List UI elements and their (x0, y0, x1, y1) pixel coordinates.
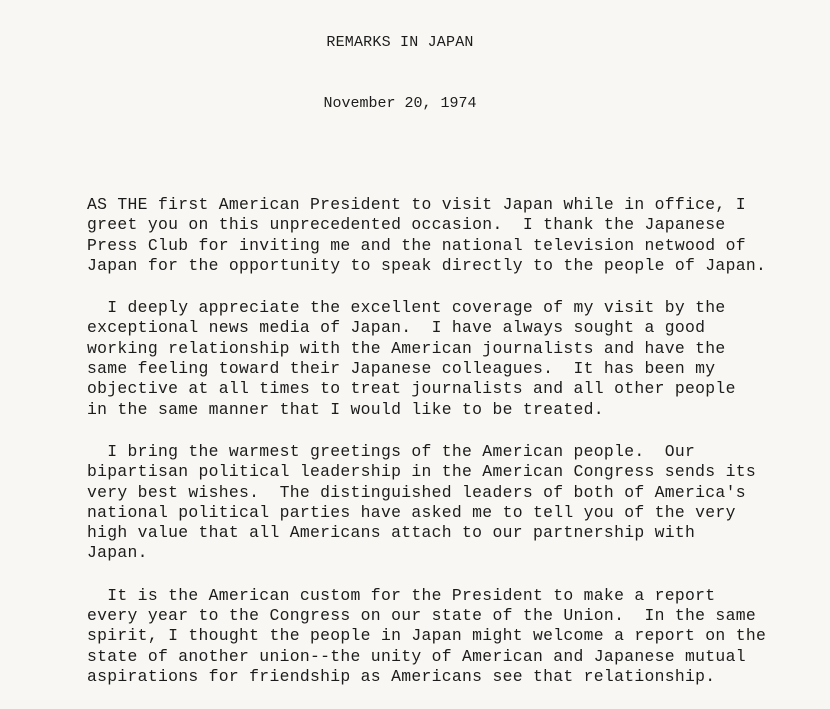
text-line: objective at all times to treat journalists and all other people (87, 379, 736, 399)
text-line: bipartisan political leadership in the American Congress sends its (87, 462, 756, 482)
text-line: working relationship with the American journalists and have the (87, 338, 726, 358)
text-line: spirit, I thought the people in Japan might welcome a report on the (87, 626, 767, 646)
paragraph-2 (87, 298, 787, 420)
text-line: aspirations for friendship as Americans see that relationship. (87, 666, 716, 686)
paragraph-1 (87, 195, 787, 276)
paragraph-4 (87, 586, 787, 687)
text-line: I deeply appreciate the excellent coverage of my visit by the (87, 298, 726, 318)
document-body (87, 195, 787, 709)
text-line: Press Club for inviting me and the national television netwood of (87, 235, 746, 255)
text-line: AS THE first American President to visit Japan while in office, I (87, 195, 746, 214)
text-line: Japan. (87, 543, 148, 563)
paragraph-3 (87, 442, 787, 564)
text-line: in the same manner that I would like to be treated. (87, 399, 604, 419)
text-line: every year to the Congress on our state of the Union. In the same (87, 606, 756, 626)
text-line: I bring the warmest greetings of the American people. Our (87, 441, 696, 461)
text-line: exceptional news media of Japan. I have always sought a good (87, 318, 706, 338)
text-line: greet you on this unprecedented occasion. I thank the Japanese (87, 215, 726, 235)
page-title: REMARKS IN JAPAN (326, 34, 474, 51)
text-line: high value that all Americans attach to our partnership with (87, 523, 696, 543)
text-line: national political parties have asked me to tell you of the very (87, 502, 736, 522)
text-line: It is the American custom for the President to make a report (87, 585, 716, 605)
text-line: state of another union--the unity of American and Japanese mutual (87, 646, 746, 666)
text-line: very best wishes. The distinguished leaders of both of America's (87, 482, 746, 502)
text-line: Japan for the opportunity to speak directly to the people of Japan. (87, 255, 767, 275)
document-date: November 20, 1974 (323, 95, 477, 112)
text-line: same feeling toward their Japanese colleagues. It has been my (87, 359, 716, 379)
